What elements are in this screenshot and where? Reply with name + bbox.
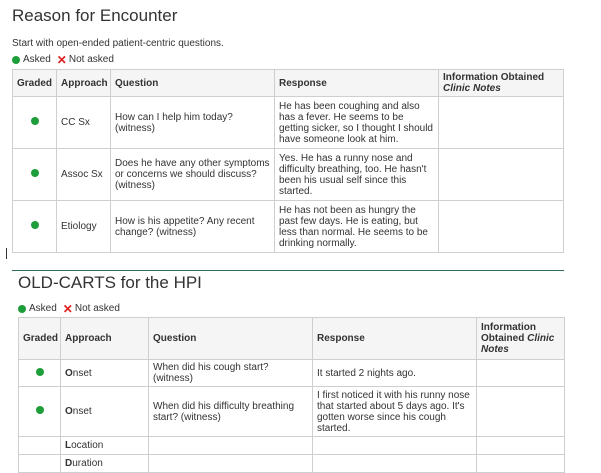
graded-cell [19,437,61,455]
table-row [13,149,564,201]
table-row [13,201,564,253]
legend [12,54,114,65]
section-title: Reason for Encounter [12,6,178,25]
asked-dot-icon [18,305,26,313]
header-response: Response [313,318,477,360]
question-cell: How can I help him today? (witness) [111,97,275,149]
header-info-sub: Clinic Notes [443,83,501,94]
approach-rest: ocation [71,440,104,451]
approach-letter: L [65,440,72,451]
question-cell: How is his appetite? Any recent change? (witness) [111,201,275,253]
section-divider [12,270,564,271]
approach-rest: nset [72,367,92,379]
header-question: Question [111,70,275,97]
header-info-line1: Information [481,322,536,333]
response-cell: It started 2 nights ago. [313,360,477,387]
response-cell [313,437,477,455]
info-cell[interactable] [477,437,565,455]
asked-dot-icon [12,56,20,64]
legend-asked-label: Asked [23,54,51,65]
approach-rest: nset [72,406,92,417]
legend-not-asked-label: Not asked [68,54,114,65]
header-response: Response [275,70,439,97]
approach-cell [61,387,149,437]
hpi-table [18,317,565,473]
asked-dot-icon [36,368,44,376]
header-graded: Graded [19,318,61,360]
header-graded: Graded [13,70,57,97]
approach-cell [61,360,149,387]
header-approach: Approach [61,318,149,360]
table-row [19,360,565,387]
header-info [439,70,564,97]
graded-cell [13,97,57,149]
legend [18,303,120,314]
approach-rest: uration [72,458,103,469]
approach-cell: Etiology [57,201,111,253]
text-cursor [6,248,7,259]
asked-dot-icon [36,406,44,414]
approach-letter: O [65,367,73,379]
graded-cell [13,149,57,201]
header-question: Question [149,318,313,360]
section-intro: Start with open-ended patient-centric questions. [12,38,224,49]
legend-asked-label: Asked [29,303,57,314]
table-row [19,437,565,455]
graded-cell [19,387,61,437]
graded-cell [13,201,57,253]
header-info-line3: Notes [481,344,509,355]
approach-cell: Assoc Sx [57,149,111,201]
info-cell[interactable] [477,387,565,437]
response-cell: He has been coughing and also has a fever. He seems to be getting sicker, so I thought I should have someone look at him. [275,97,439,149]
header-info-label: Information Obtained [443,72,545,83]
header-info-line2: Obtained [481,333,525,344]
header-info [477,318,565,360]
asked-dot-icon [31,117,39,125]
info-cell[interactable] [439,149,564,201]
approach-letter: D [65,458,73,469]
info-cell[interactable] [477,360,565,387]
legend-not-asked-label: Not asked [74,303,120,314]
header-info-line2-italic: Clinic [527,333,555,344]
asked-dot-icon [31,169,39,177]
response-cell: He has not been as hungry the past few days. He is eating, but less than normal. He seems to be drinking normally. [275,201,439,253]
response-cell: I first noticed it with his runny nose that started about 5 days ago. It's gotten worse since his cough started. [313,387,477,437]
not-asked-x-icon: ✕ [62,301,73,316]
info-cell[interactable] [439,97,564,149]
table-row [13,97,564,149]
question-cell [149,437,313,455]
approach-letter: O [65,406,73,417]
asked-dot-icon [31,221,39,229]
graded-cell [19,360,61,387]
question-cell: Does he have any other symptoms or concerns we should discuss? (witness) [111,149,275,201]
response-cell: Yes. He has a runny nose and difficulty breathing, too. He hasn't been his usual self since this started. [275,149,439,201]
not-asked-x-icon: ✕ [56,52,67,67]
approach-cell: CC Sx [57,97,111,149]
encounter-table [12,69,564,253]
approach-cell [61,437,149,455]
header-approach: Approach [57,70,111,97]
question-cell: When did his cough start? (witness) [149,360,313,387]
section-title: OLD-CARTS for the HPI [18,273,202,292]
info-cell[interactable] [439,201,564,253]
table-row [19,387,565,437]
question-cell: When did his difficulty breathing start? (witness) [149,387,313,437]
